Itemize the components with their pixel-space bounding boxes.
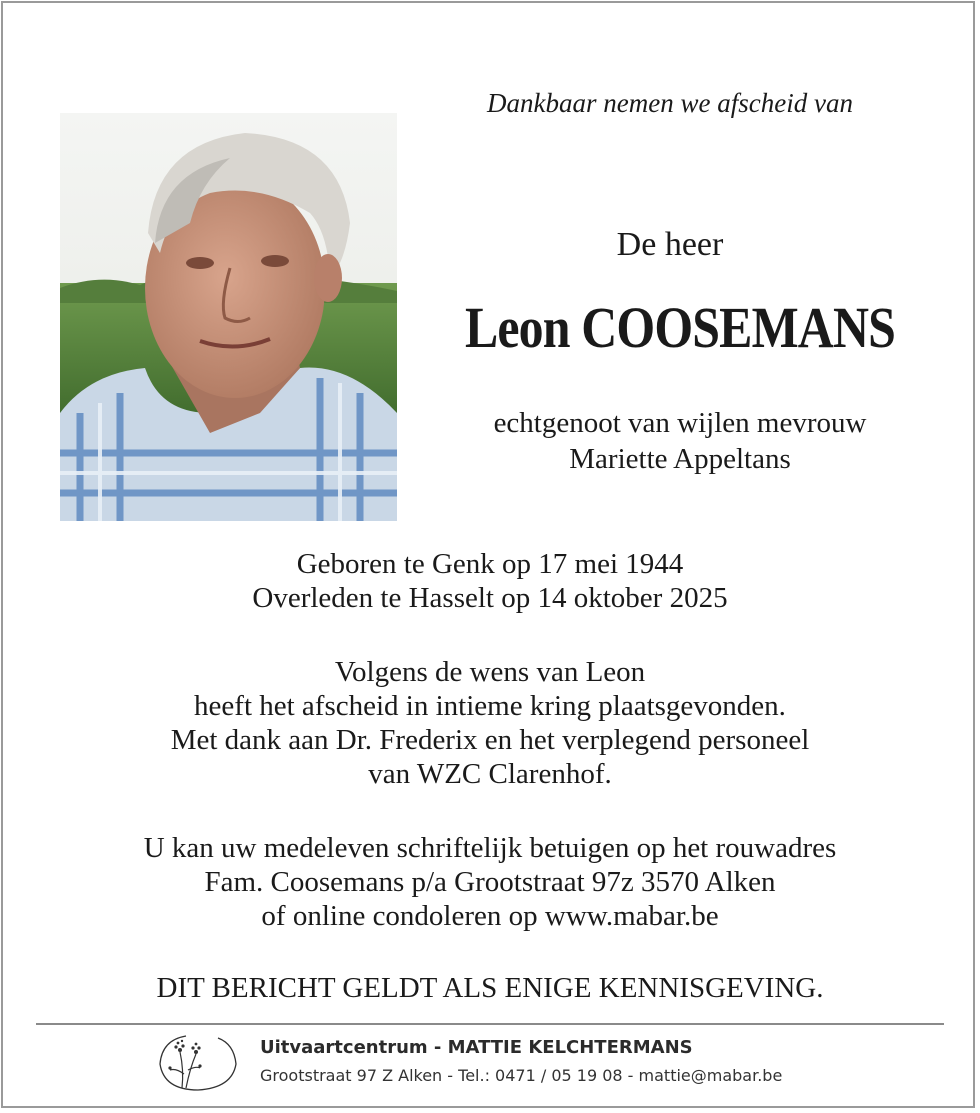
address-block — [40, 831, 940, 933]
footer-divider — [36, 1023, 944, 1025]
funeral-home-name: Uitvaartcentrum - MATTIE KELCHTERMANS — [260, 1037, 693, 1058]
flower-logo-icon — [156, 1030, 240, 1094]
intro-text: Dankbaar nemen we afscheid van — [487, 88, 853, 118]
portrait-photo — [60, 113, 397, 521]
wish-block — [40, 655, 940, 791]
wish-line: van WZC Clarenhof. — [368, 758, 612, 790]
notice-text: DIT BERICHT GELDT ALS ENIGE KENNISGEVING. — [156, 972, 824, 1004]
deceased-name: Leon COOSEMANS — [464, 295, 895, 360]
birth-line: Geboren te Genk op 17 mei 1944 — [296, 548, 684, 580]
funeral-home-contact: Grootstraat 97 Z Alken - Tel.: 0471 / 05 19 08 - mattie@mabar.be — [260, 1066, 783, 1085]
address-line: Fam. Coosemans p/a Grootstraat 97z 3570 Alken — [204, 866, 776, 898]
address-line: U kan uw medeleven schriftelijk betuigen op het rouwadres — [143, 832, 837, 864]
address-line: of online condoleren op www.mabar.be — [261, 900, 719, 932]
spouse-block — [420, 405, 940, 477]
spouse-line: Mariette Appeltans — [569, 443, 791, 475]
wish-line: Met dank aan Dr. Frederix en het verplegend personeel — [170, 724, 810, 756]
wish-line: heeft het afscheid in intieme kring plaatsgevonden. — [194, 690, 786, 722]
dates-block — [40, 547, 940, 615]
death-line: Overleden te Hasselt op 14 oktober 2025 — [252, 582, 728, 614]
wish-line: Volgens de wens van Leon — [334, 656, 646, 688]
title-text: De heer — [616, 226, 724, 263]
spouse-line: echtgenoot van wijlen mevrouw — [493, 407, 867, 439]
